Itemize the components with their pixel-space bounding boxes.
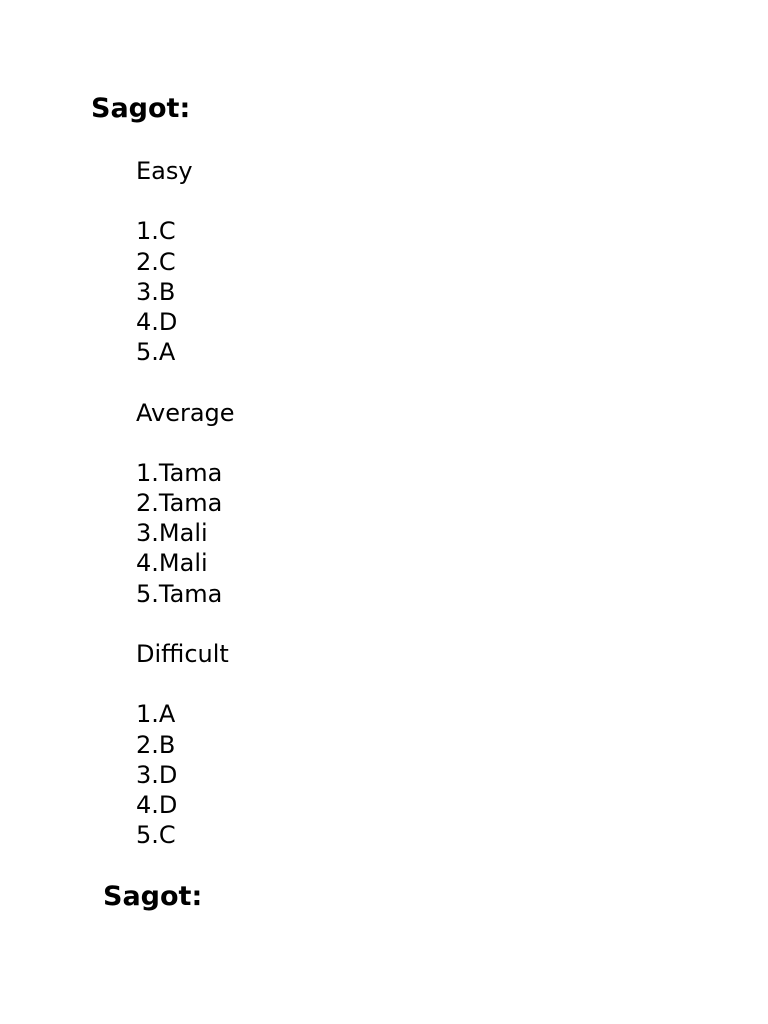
answer-list-difficult [136, 699, 235, 850]
answer-item: 3.B [136, 277, 176, 306]
answer-item: 3.Mali [136, 519, 208, 548]
footer-heading: Sagot: [103, 881, 203, 912]
section-title-easy: Easy [136, 157, 193, 185]
page-heading: Sagot: [91, 93, 191, 124]
section-title-average: Average [136, 398, 235, 427]
answer-item: 1.A [136, 700, 176, 729]
answer-item: 3.D [136, 760, 178, 789]
answer-item: 2.B [136, 730, 176, 759]
section-difficult [136, 639, 235, 850]
answer-item: 4.D [136, 790, 178, 819]
answer-item: 4.D [136, 307, 178, 336]
section-average [136, 398, 235, 609]
answer-item: 5.A [136, 338, 176, 367]
answer-item: 5.Tama [136, 579, 223, 608]
answer-item: 4.Mali [136, 549, 208, 578]
section-title-difficult: Difficult [136, 640, 229, 668]
answer-item: 1.Tama [136, 458, 223, 487]
answer-list-easy [136, 216, 235, 367]
answer-key [136, 156, 235, 881]
answer-item: 5.C [136, 821, 176, 850]
answer-item: 1.C [136, 217, 176, 246]
section-easy [136, 156, 235, 367]
answer-item: 2.C [136, 247, 176, 276]
answer-list-average [136, 458, 235, 609]
answer-item: 2.Tama [136, 489, 223, 518]
